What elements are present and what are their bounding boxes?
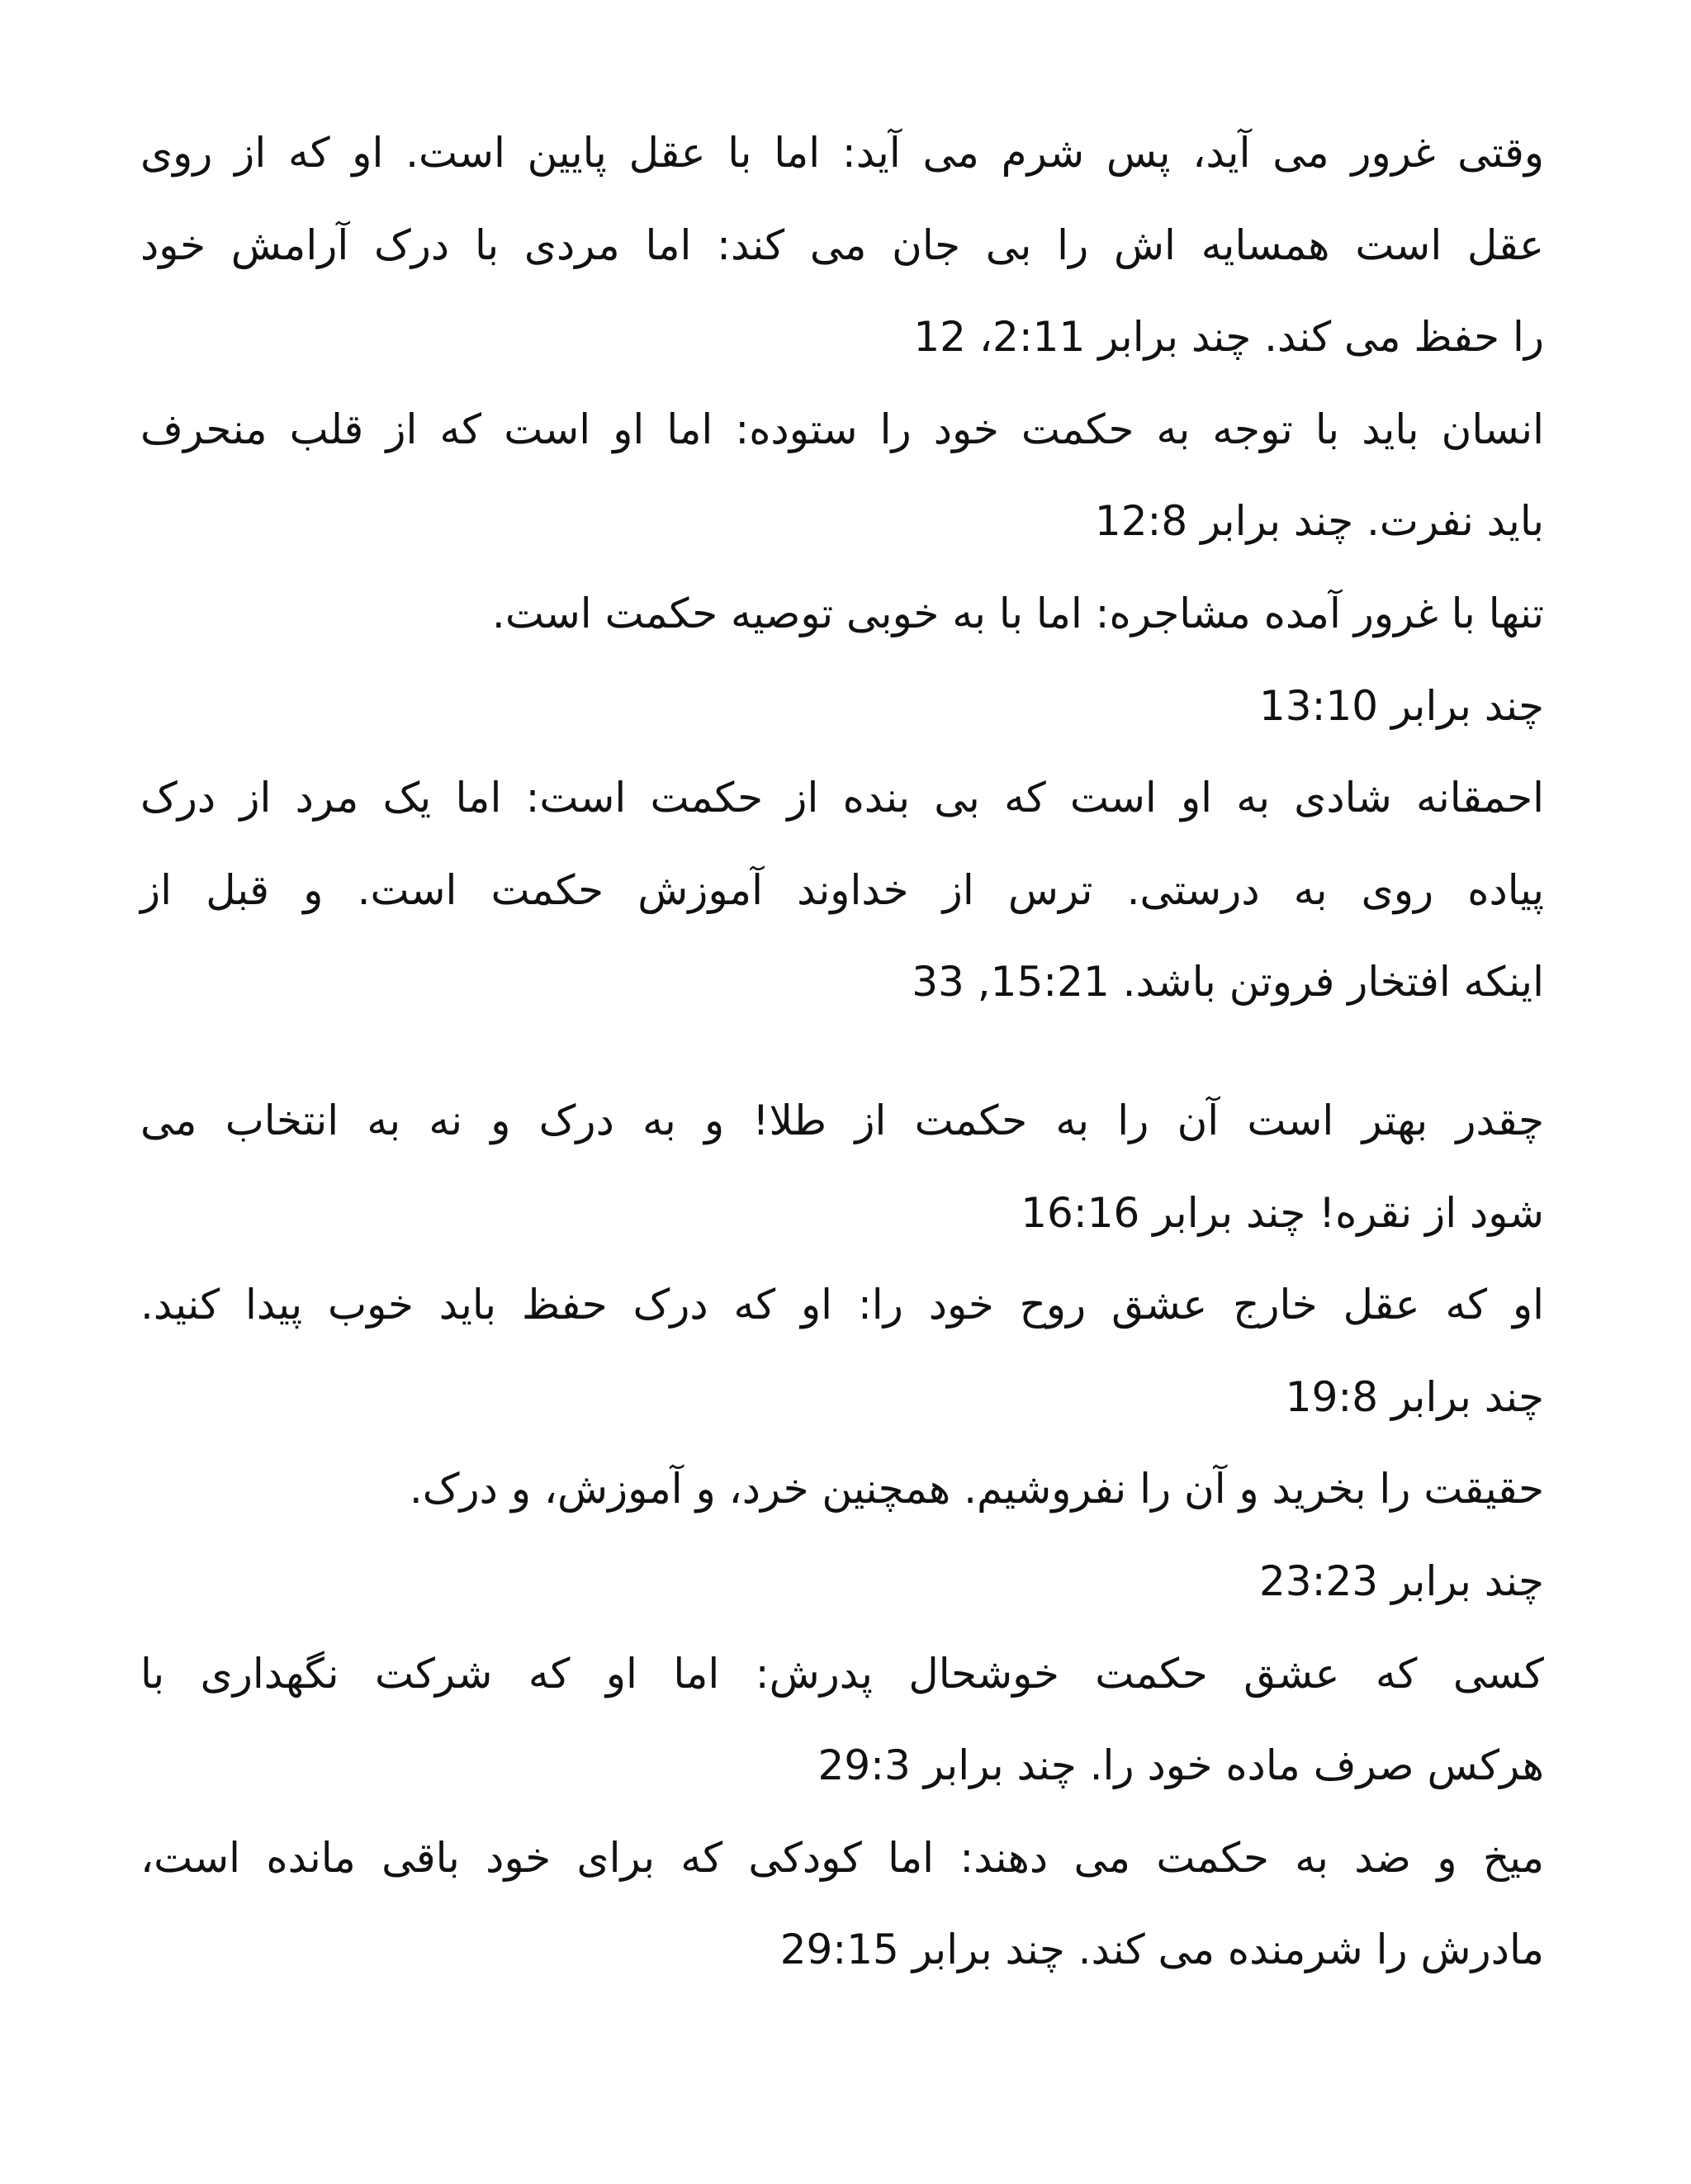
text-line-12: شود از نقره! چند برابر 16:16 [1021, 1188, 1544, 1237]
text-line-11: چقدر بهتر است آن را به حکمت از طلا! و به درک و نه به انتخاب می [140, 1096, 1544, 1144]
text-line-4: انسان باید با توجه به حکمت خود را ستوده: اما او است که از قلب منحرف [140, 405, 1544, 453]
text-line-19: میخ و ضد به حکمت می دهند: اما کودکی که برای خود باقی مانده است، [140, 1833, 1544, 1882]
text-line-9: پیاده روی به درستی. ترس از خداوند آموزش حکمت است. و قبل از [140, 865, 1544, 914]
text-line-2: عقل است همسایه اش را بی جان می کند: اما مردی با درک آرامش خود [140, 220, 1544, 269]
text-line-3: را حفظ می کند. چند برابر 2:11، 12 [913, 313, 1544, 362]
document-body [140, 107, 1544, 1997]
text-line-1: وقتی غرور می آید، پس شرم می آید: اما با عقل پایین است. او که از روی [140, 129, 1544, 177]
text-line-17: کسی که عشق حکمت خوشحال پدرش: اما او که شرکت نگهداری با [140, 1649, 1544, 1698]
text-line-6: تنها با غرور آمده مشاجره: اما با به خوبی توصیه حکمت است. [491, 589, 1544, 637]
text-line-13: او که عقل خارج عشق روح خود را: او که درک حفظ باید خوب پیدا کنید. [140, 1281, 1544, 1329]
text-line-7: چند برابر 13:10 [1258, 681, 1544, 730]
text-line-10: اینکه افتخار فروتن باشد. 15:21, 33 [912, 958, 1544, 1007]
text-line-5: باید نفرت. چند برابر 12:8 [1094, 497, 1544, 546]
text-line-16: چند برابر 23:23 [1258, 1556, 1544, 1605]
text-line-18: هرکس صرف ماده خود را. چند برابر 29:3 [817, 1741, 1544, 1790]
paragraph-gap [140, 1029, 1544, 1075]
text-line-8: احمقانه شادی به او است که بی بنده از حکمت است: اما یک مرد از درک [140, 774, 1544, 822]
text-line-15: حقیقت را بخرید و آن را نفروشیم. همچنین خرد، و آموزش، و درک. [409, 1465, 1544, 1514]
text-line-14: چند برابر 19:8 [1285, 1372, 1544, 1421]
text-line-20: مادرش را شرمنده می کند. چند برابر 29:15 [779, 1926, 1544, 1974]
